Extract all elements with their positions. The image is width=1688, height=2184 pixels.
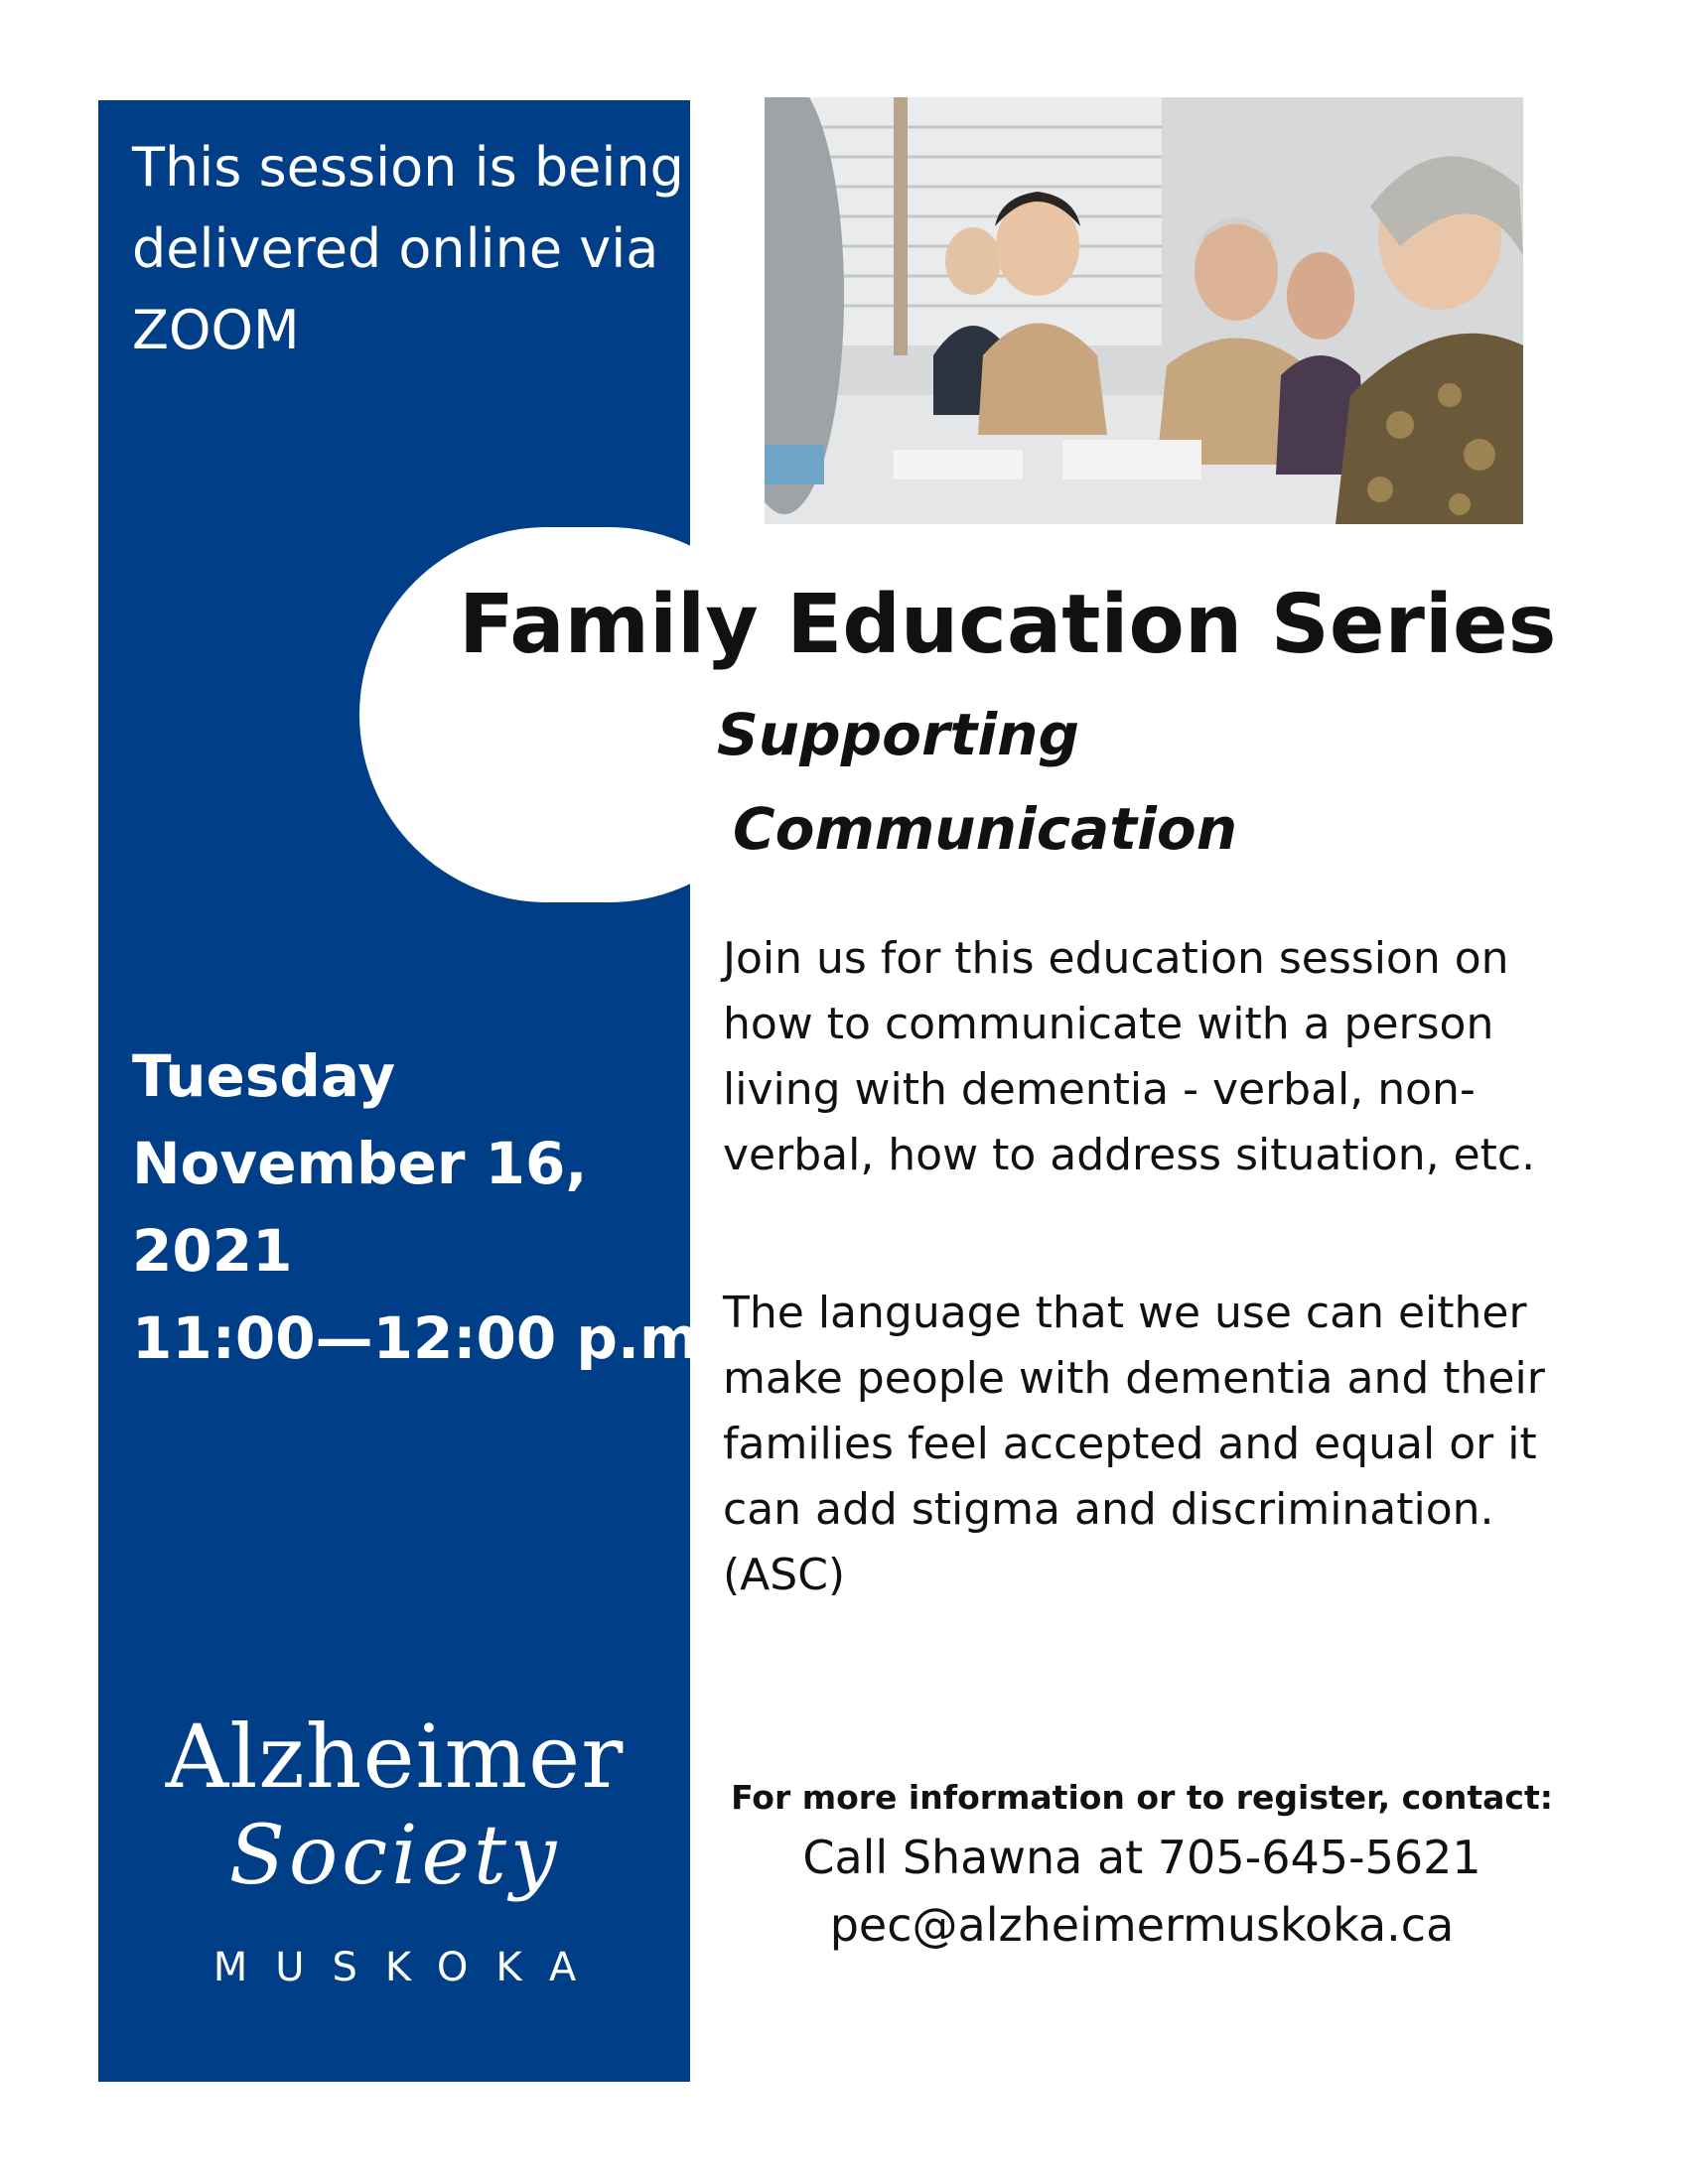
alzheimer-society-logo bbox=[119, 1707, 670, 1997]
language-paragraph bbox=[723, 1281, 1617, 1608]
contact-email: pec@alzheimermuskoka.ca bbox=[829, 1898, 1455, 1952]
online-note-line: delivered online via bbox=[132, 217, 659, 280]
group-photo-illustration bbox=[765, 97, 1523, 524]
logo-line-2: Society bbox=[228, 1809, 561, 1903]
paragraph-line: make people with dementia and their bbox=[723, 1353, 1545, 1404]
session-time: 11:00—12:00 p.m. bbox=[132, 1304, 722, 1372]
session-year: 2021 bbox=[132, 1217, 293, 1285]
page-title: Family Education Series bbox=[459, 578, 1557, 672]
online-note-line: This session is being bbox=[132, 136, 684, 199]
logo-line-1: Alzheimer bbox=[165, 1706, 625, 1808]
contact-block bbox=[695, 1772, 1589, 1959]
session-day: Tuesday bbox=[132, 1042, 396, 1110]
paragraph-line: (ASC) bbox=[723, 1550, 846, 1600]
paragraph-line: families feel accepted and equal or it bbox=[723, 1419, 1537, 1469]
group-photo bbox=[765, 97, 1523, 524]
subtitle-line-1: Supporting bbox=[717, 701, 1079, 768]
contact-heading: For more information or to register, contact: bbox=[731, 1778, 1553, 1817]
subtitle-line-2: Communication bbox=[733, 795, 1238, 863]
description-paragraph bbox=[723, 926, 1617, 1188]
logo-line-3: MUSKOKA bbox=[212, 1945, 605, 1990]
session-date: November 16, bbox=[132, 1130, 588, 1197]
paragraph-line: can add stigma and discrimination. bbox=[723, 1484, 1494, 1535]
paragraph-line: Join us for this education session on bbox=[723, 933, 1509, 984]
online-session-note bbox=[132, 127, 688, 371]
paragraph-line: verbal, how to address situation, etc. bbox=[723, 1130, 1536, 1180]
contact-phone: Call Shawna at 705-645-5621 bbox=[802, 1831, 1481, 1884]
session-date-time bbox=[132, 1032, 722, 1382]
paragraph-line: living with dementia - verbal, non- bbox=[723, 1064, 1476, 1115]
paragraph-line: The language that we use can either bbox=[723, 1288, 1527, 1338]
paragraph-line: how to communicate with a person bbox=[723, 999, 1494, 1049]
online-note-line: ZOOM bbox=[132, 299, 300, 361]
